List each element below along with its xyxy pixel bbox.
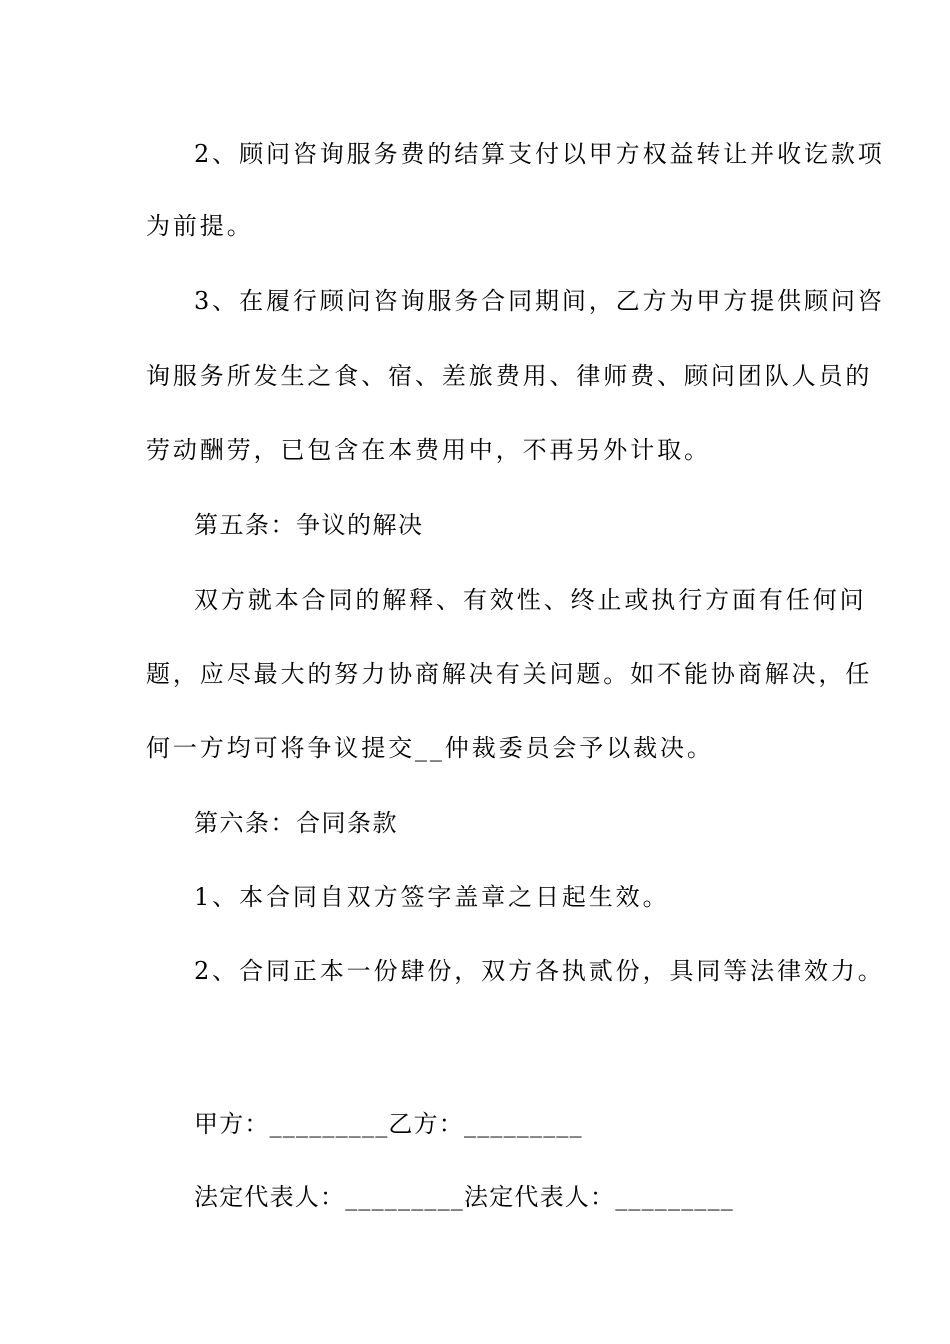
clause4-item2-line2: 为前提。: [146, 212, 254, 240]
clause6-item1: 1、本合同自双方签字盖章之日起生效。: [194, 883, 670, 911]
signature-representatives-line: 法定代表人：_________法定代表人：_________: [194, 1183, 734, 1211]
clause5-heading: 第五条：争议的解决: [194, 511, 424, 539]
clause4-item3-line3: 劳动酬劳，已包含在本费用中，不再另外计取。: [146, 436, 711, 464]
clause5-body-line3: 何一方均可将争议提交__仲裁委员会予以裁决。: [146, 734, 714, 762]
clause4-item3-line1: 3、在履行顾问咨询服务合同期间，乙方为甲方提供顾问咨: [194, 287, 885, 315]
clause4-item3-line2: 询服务所发生之食、宿、差旅费用、律师费、顾问团队人员的: [146, 362, 873, 390]
clause5-body-line2: 题，应尽最大的努力协商解决有关问题。如不能协商解决，任: [146, 660, 873, 688]
clause5-body-line1: 双方就本合同的解释、有效性、终止或执行方面有任何问: [194, 586, 867, 614]
clause4-item2-line1: 2、顾问咨询服务费的结算支付以甲方权益转让并收讫款项: [194, 140, 885, 168]
clause6-heading: 第六条：合同条款: [194, 809, 398, 837]
signature-parties-line: 甲方：_________乙方：_________: [194, 1110, 583, 1138]
clause6-item2: 2、合同正本一份肆份，双方各执贰份，具同等法律效力。: [194, 957, 885, 985]
